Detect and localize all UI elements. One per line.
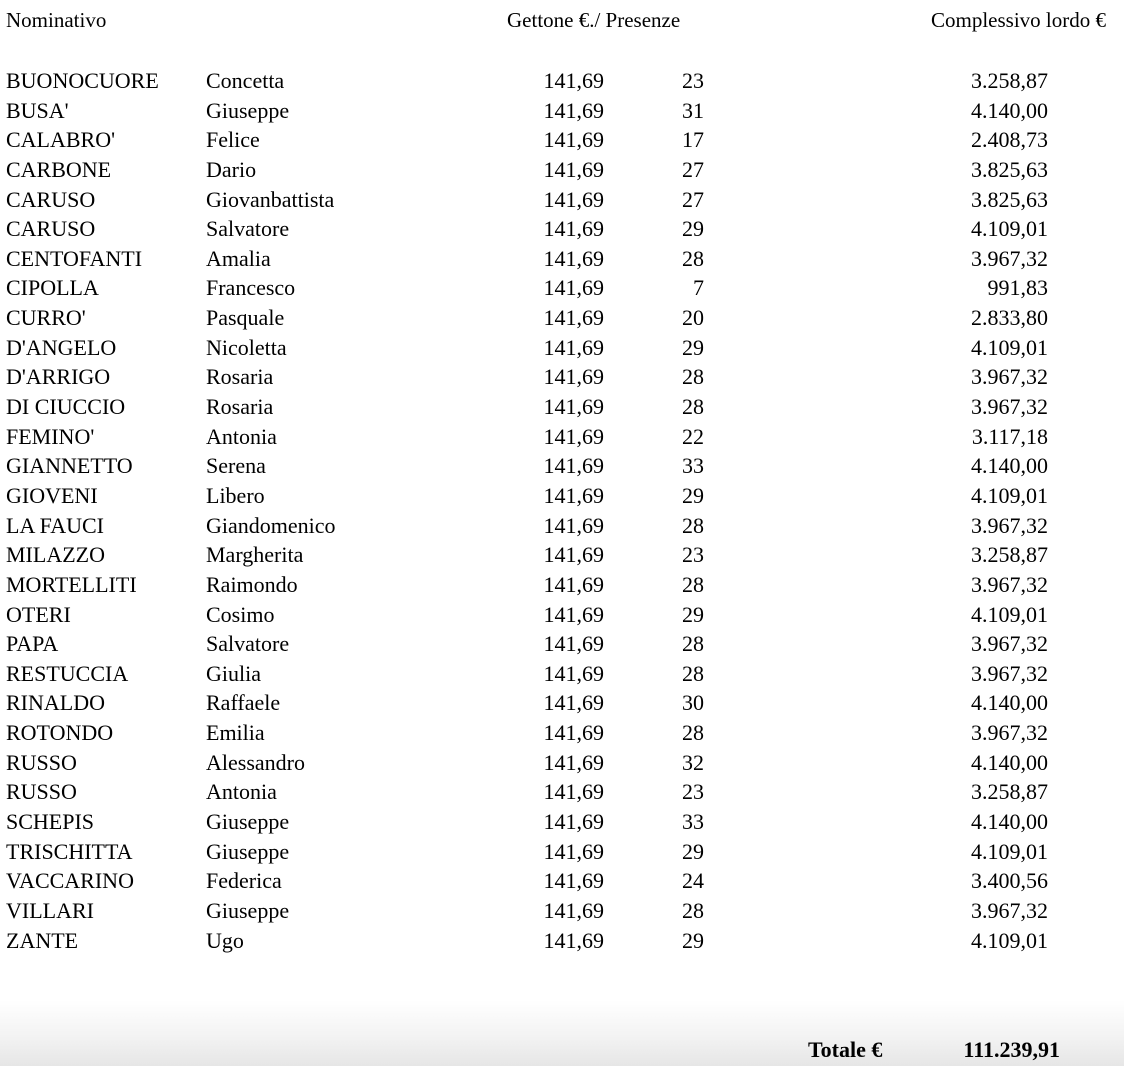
row-gettone: 141,69 bbox=[543, 245, 604, 271]
row-firstname: Giuseppe bbox=[206, 97, 290, 123]
row-surname: MILAZZO bbox=[6, 542, 105, 568]
row-presenze: 28 bbox=[682, 394, 704, 420]
row-complessivo: 4.109,01 bbox=[971, 838, 1048, 864]
table-row bbox=[0, 540, 1124, 570]
row-gettone: 141,69 bbox=[543, 601, 604, 627]
row-presenze: 29 bbox=[682, 838, 704, 864]
table-row bbox=[0, 511, 1124, 541]
row-surname: RESTUCCIA bbox=[6, 660, 129, 686]
row-surname: BUONOCUORE bbox=[6, 68, 159, 93]
row-complessivo: 3.967,32 bbox=[971, 720, 1048, 746]
row-presenze: 23 bbox=[682, 68, 704, 93]
row-gettone: 141,69 bbox=[543, 779, 604, 805]
row-complessivo: 3.258,87 bbox=[971, 779, 1048, 805]
row-firstname: Cosimo bbox=[206, 601, 275, 627]
row-firstname: Rosaria bbox=[206, 364, 274, 390]
row-surname: RUSSO bbox=[6, 749, 77, 775]
row-firstname: Rosaria bbox=[206, 394, 274, 420]
row-presenze: 33 bbox=[682, 809, 704, 835]
row-complessivo: 4.109,01 bbox=[971, 334, 1048, 360]
row-complessivo: 4.140,00 bbox=[971, 749, 1048, 775]
table-header bbox=[0, 0, 1124, 40]
row-gettone: 141,69 bbox=[543, 542, 604, 568]
row-firstname: Federica bbox=[206, 868, 282, 894]
row-complessivo: 3.117,18 bbox=[971, 423, 1048, 449]
row-gettone: 141,69 bbox=[543, 571, 604, 597]
table-row bbox=[0, 481, 1124, 511]
row-presenze: 7 bbox=[693, 275, 704, 301]
row-complessivo: 4.109,01 bbox=[971, 216, 1048, 242]
row-complessivo: 4.140,00 bbox=[971, 809, 1048, 835]
row-surname: SCHEPIS bbox=[6, 809, 95, 835]
row-complessivo: 2.408,73 bbox=[971, 127, 1048, 153]
total-label: Totale € bbox=[808, 1037, 883, 1062]
table-row bbox=[0, 422, 1124, 452]
row-presenze: 28 bbox=[682, 512, 704, 538]
row-gettone: 141,69 bbox=[543, 334, 604, 360]
row-presenze: 28 bbox=[682, 571, 704, 597]
row-presenze: 28 bbox=[682, 897, 704, 923]
row-complessivo: 3.967,32 bbox=[971, 897, 1048, 923]
row-gettone: 141,69 bbox=[543, 482, 604, 508]
row-firstname: Libero bbox=[206, 482, 265, 508]
table-row bbox=[0, 718, 1124, 748]
row-surname: VACCARINO bbox=[6, 868, 134, 894]
table-row bbox=[0, 629, 1124, 659]
row-complessivo: 3.967,32 bbox=[971, 245, 1048, 271]
row-gettone: 141,69 bbox=[543, 97, 604, 123]
row-complessivo: 4.140,00 bbox=[971, 453, 1048, 479]
row-complessivo: 4.140,00 bbox=[971, 690, 1048, 716]
row-surname: FEMINO' bbox=[6, 423, 95, 449]
row-firstname: Salvatore bbox=[206, 216, 290, 242]
row-firstname: Amalia bbox=[206, 245, 271, 271]
row-gettone: 141,69 bbox=[543, 690, 604, 716]
row-gettone: 141,69 bbox=[543, 809, 604, 835]
row-complessivo: 4.109,01 bbox=[971, 927, 1048, 953]
row-surname: D'ARRIGO bbox=[6, 364, 111, 390]
table-body bbox=[0, 66, 1124, 955]
row-surname: RUSSO bbox=[6, 779, 77, 805]
table-row bbox=[0, 66, 1124, 96]
row-gettone: 141,69 bbox=[543, 394, 604, 420]
row-firstname: Felice bbox=[206, 127, 260, 153]
row-surname: MORTELLITI bbox=[6, 571, 137, 597]
row-complessivo: 3.258,87 bbox=[971, 542, 1048, 568]
row-surname: ROTONDO bbox=[6, 720, 114, 746]
table-row bbox=[0, 125, 1124, 155]
row-presenze: 28 bbox=[682, 660, 704, 686]
table-row bbox=[0, 807, 1124, 837]
row-firstname: Dario bbox=[206, 156, 257, 182]
row-firstname: Antonia bbox=[206, 423, 277, 449]
row-presenze: 23 bbox=[682, 542, 704, 568]
row-firstname: Giandomenico bbox=[206, 512, 336, 538]
row-gettone: 141,69 bbox=[543, 186, 604, 212]
header-nominativo: Nominativo bbox=[6, 8, 107, 32]
row-surname: CARBONE bbox=[6, 156, 112, 182]
row-presenze: 29 bbox=[682, 334, 704, 360]
row-firstname: Giovanbattista bbox=[206, 186, 335, 212]
row-presenze: 30 bbox=[682, 690, 704, 716]
row-complessivo: 3.967,32 bbox=[971, 660, 1048, 686]
row-presenze: 28 bbox=[682, 631, 704, 657]
table-row bbox=[0, 303, 1124, 333]
row-presenze: 22 bbox=[682, 423, 704, 449]
row-surname: GIANNETTO bbox=[6, 453, 133, 479]
header-gettone-presenze: Gettone €./ Presenze bbox=[507, 8, 681, 32]
table-row bbox=[0, 155, 1124, 185]
table-row bbox=[0, 96, 1124, 126]
row-complessivo: 3.967,32 bbox=[971, 512, 1048, 538]
row-complessivo: 3.258,87 bbox=[971, 68, 1048, 93]
row-presenze: 33 bbox=[682, 453, 704, 479]
row-gettone: 141,69 bbox=[543, 660, 604, 686]
row-complessivo: 3.967,32 bbox=[971, 571, 1048, 597]
row-presenze: 28 bbox=[682, 245, 704, 271]
row-surname: TRISCHITTA bbox=[6, 838, 133, 864]
row-firstname: Giuseppe bbox=[206, 897, 290, 923]
row-presenze: 29 bbox=[682, 216, 704, 242]
row-firstname: Giuseppe bbox=[206, 809, 290, 835]
row-gettone: 141,69 bbox=[543, 720, 604, 746]
row-firstname: Antonia bbox=[206, 779, 277, 805]
row-gettone: 141,69 bbox=[543, 423, 604, 449]
row-presenze: 28 bbox=[682, 720, 704, 746]
table-row bbox=[0, 185, 1124, 215]
row-firstname: Concetta bbox=[206, 68, 285, 93]
row-firstname: Nicoletta bbox=[206, 334, 287, 360]
table-row bbox=[0, 659, 1124, 689]
table-row bbox=[0, 214, 1124, 244]
row-presenze: 29 bbox=[682, 927, 704, 953]
row-complessivo: 4.109,01 bbox=[971, 601, 1048, 627]
table-row bbox=[0, 866, 1124, 896]
row-complessivo: 4.109,01 bbox=[971, 482, 1048, 508]
row-gettone: 141,69 bbox=[543, 512, 604, 538]
row-firstname: Alessandro bbox=[206, 749, 305, 775]
row-presenze: 23 bbox=[682, 779, 704, 805]
row-surname: CENTOFANTI bbox=[6, 245, 143, 271]
table-row bbox=[0, 688, 1124, 718]
row-gettone: 141,69 bbox=[543, 127, 604, 153]
table-row bbox=[0, 748, 1124, 778]
row-complessivo: 3.825,63 bbox=[971, 156, 1048, 182]
row-firstname: Salvatore bbox=[206, 631, 290, 657]
row-gettone: 141,69 bbox=[543, 275, 604, 301]
row-surname: PAPA bbox=[6, 631, 59, 657]
total-value: 111.239,91 bbox=[963, 1037, 1060, 1062]
row-complessivo: 3.967,32 bbox=[971, 631, 1048, 657]
row-gettone: 141,69 bbox=[543, 68, 604, 93]
row-gettone: 141,69 bbox=[543, 216, 604, 242]
row-firstname: Giuseppe bbox=[206, 838, 290, 864]
row-complessivo: 2.833,80 bbox=[971, 305, 1048, 331]
row-surname: CALABRO' bbox=[6, 127, 116, 153]
table-row bbox=[0, 273, 1124, 303]
row-firstname: Raffaele bbox=[206, 690, 281, 716]
row-firstname: Pasquale bbox=[206, 305, 285, 331]
row-firstname: Serena bbox=[206, 453, 266, 479]
row-presenze: 28 bbox=[682, 364, 704, 390]
row-surname: VILLARI bbox=[6, 897, 94, 923]
table-row bbox=[0, 600, 1124, 630]
row-complessivo: 3.825,63 bbox=[971, 186, 1048, 212]
table-row bbox=[0, 570, 1124, 600]
row-gettone: 141,69 bbox=[543, 838, 604, 864]
row-gettone: 141,69 bbox=[543, 897, 604, 923]
row-gettone: 141,69 bbox=[543, 868, 604, 894]
row-surname: GIOVENI bbox=[6, 482, 98, 508]
row-firstname: Emilia bbox=[206, 720, 265, 746]
row-gettone: 141,69 bbox=[543, 453, 604, 479]
row-surname: DI CIUCCIO bbox=[6, 394, 126, 420]
row-surname: RINALDO bbox=[6, 690, 105, 716]
table-row bbox=[0, 837, 1124, 867]
row-firstname: Francesco bbox=[206, 275, 296, 301]
table-row bbox=[0, 777, 1124, 807]
row-surname: D'ANGELO bbox=[6, 334, 117, 360]
row-complessivo: 3.967,32 bbox=[971, 394, 1048, 420]
row-surname: BUSA' bbox=[6, 97, 69, 123]
row-gettone: 141,69 bbox=[543, 631, 604, 657]
row-surname: ZANTE bbox=[6, 927, 79, 953]
table-row bbox=[0, 244, 1124, 274]
row-surname: CIPOLLA bbox=[6, 275, 99, 301]
row-firstname: Giulia bbox=[206, 660, 261, 686]
row-complessivo: 4.140,00 bbox=[971, 97, 1048, 123]
header-complessivo-lordo: Complessivo lordo € bbox=[930, 8, 1106, 32]
row-complessivo: 3.967,32 bbox=[971, 364, 1048, 390]
row-surname: CURRO' bbox=[6, 305, 86, 331]
row-surname: CARUSO bbox=[6, 186, 96, 212]
table-row bbox=[0, 451, 1124, 481]
row-complessivo: 991,83 bbox=[987, 275, 1048, 301]
row-gettone: 141,69 bbox=[543, 749, 604, 775]
table-row bbox=[0, 333, 1124, 363]
row-firstname: Raimondo bbox=[206, 571, 298, 597]
table-row bbox=[0, 896, 1124, 926]
row-gettone: 141,69 bbox=[543, 927, 604, 953]
table-row bbox=[0, 392, 1124, 422]
row-presenze: 27 bbox=[682, 186, 704, 212]
row-presenze: 17 bbox=[682, 127, 704, 153]
row-firstname: Margherita bbox=[206, 542, 304, 568]
row-gettone: 141,69 bbox=[543, 305, 604, 331]
row-firstname: Ugo bbox=[206, 927, 244, 953]
row-gettone: 141,69 bbox=[543, 156, 604, 182]
table-row bbox=[0, 926, 1124, 956]
table-row bbox=[0, 362, 1124, 392]
row-surname: LA FAUCI bbox=[6, 512, 104, 538]
row-presenze: 24 bbox=[682, 868, 704, 894]
row-surname: OTERI bbox=[6, 601, 71, 627]
row-complessivo: 3.400,56 bbox=[971, 868, 1048, 894]
row-presenze: 31 bbox=[682, 97, 704, 123]
row-presenze: 29 bbox=[682, 601, 704, 627]
row-surname: CARUSO bbox=[6, 216, 96, 242]
row-presenze: 20 bbox=[682, 305, 704, 331]
row-presenze: 27 bbox=[682, 156, 704, 182]
row-presenze: 32 bbox=[682, 749, 704, 775]
row-presenze: 29 bbox=[682, 482, 704, 508]
row-gettone: 141,69 bbox=[543, 364, 604, 390]
